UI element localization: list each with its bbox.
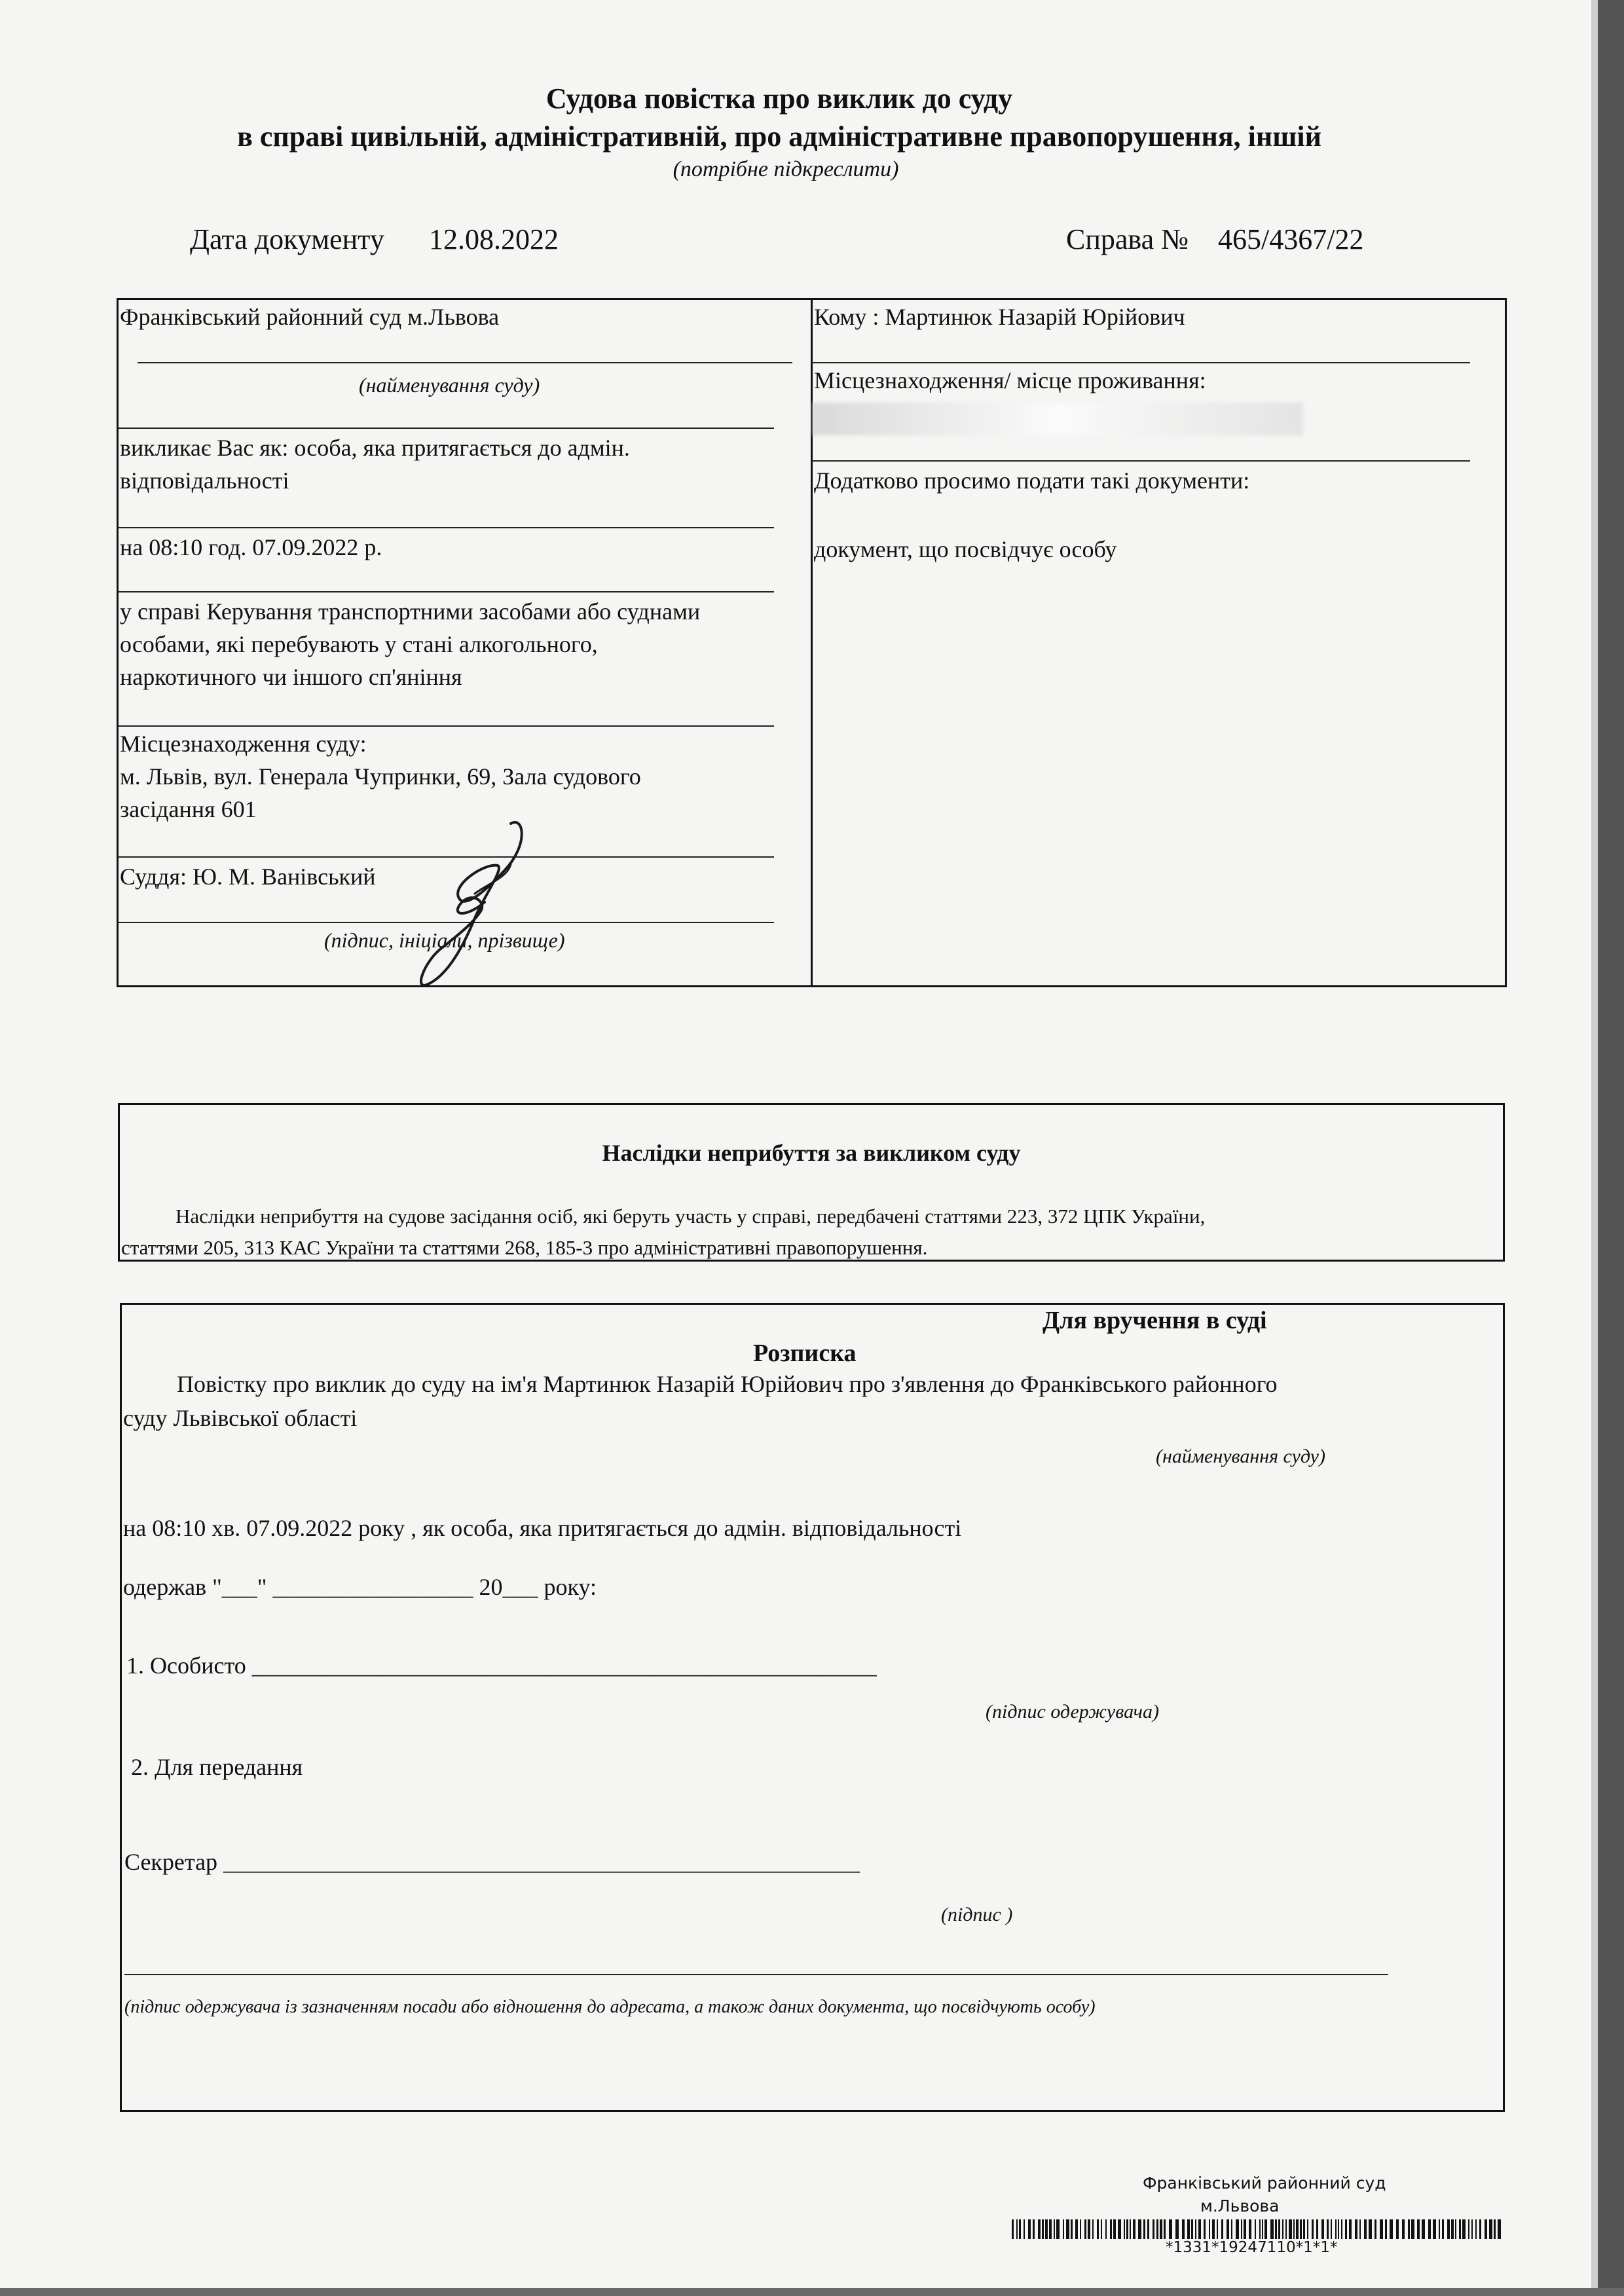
- documents-value: документ, що посвідчує особу: [814, 536, 1117, 562]
- doc-date: 12.08.2022: [429, 223, 559, 255]
- receipt-time: на 08:10 хв. 07.09.2022 року , як особа, яка притягається до адмін. відповідальності: [123, 1515, 962, 1541]
- case-number: 465/4367/22: [1218, 223, 1364, 255]
- receipt-text: Повістку про виклик до суду на ім'я Мартинюк Назарій Юрійович про з'явлення до Франківського районного: [177, 1371, 1278, 1397]
- receipt-court-caption: (найменування суду): [1156, 1446, 1325, 1467]
- consequences-text: Наслідки неприбуття на судове засідання осіб, які беруть участь у справі, передбачені статтями 223, 372 ЦПК України,: [175, 1205, 1206, 1228]
- receipt-title: Розписка: [753, 1339, 857, 1367]
- personally: 1. Особисто _____________________________________________________: [126, 1652, 877, 1679]
- secretary-signature-caption: (підпис ): [941, 1904, 1013, 1925]
- scan-bottom-edge: [0, 2288, 1624, 2296]
- footer-court: Франківський районний суд: [1143, 2174, 1386, 2193]
- judge-caption: (підпис, ініціали, прізвище): [324, 928, 565, 952]
- barcode: [1012, 2219, 1509, 2240]
- case-subject-2: особами, які перебувають у стані алкогольного,: [120, 631, 598, 657]
- summon-as: викликає Вас як: особа, яка притягається до адмін.: [120, 435, 630, 461]
- court-name: Франківський районний суд м.Львова: [120, 304, 500, 330]
- recipient: Кому : Мартинюк Назарій Юрійович: [814, 304, 1185, 330]
- summons-divider: [811, 298, 813, 987]
- judge-signature: [413, 818, 537, 995]
- case-label: Справа №: [1066, 223, 1189, 255]
- document-title: Судова повістка про виклик до суду: [545, 82, 1013, 115]
- court-location-2: засідання 601: [120, 796, 257, 822]
- court-caption: (найменування суду): [359, 373, 540, 397]
- scan-edge: [1598, 0, 1624, 2296]
- judge: Суддя: Ю. М. Ванівський: [120, 864, 376, 890]
- redacted-address: [812, 403, 1303, 435]
- documents-label: Додатково просимо подати такі документи:: [814, 467, 1250, 494]
- case-subject-3: наркотичного чи іншого сп'яніння: [120, 664, 462, 690]
- doc-date-label: Дата документу: [190, 223, 384, 255]
- footer-court-city: м.Львова: [1200, 2196, 1280, 2215]
- hearing-time: на 08:10 год. 07.09.2022 р.: [120, 534, 382, 560]
- case-subject: у справі Керування транспортними засобами або суднами: [120, 598, 701, 625]
- barcode-text: *1331*19247110*1*1*: [1166, 2239, 1338, 2256]
- document-subtitle: в справі цивільній, адміністративній, про адміністративне правопорушення, іншій: [237, 120, 1321, 153]
- summon-as-cont: відповідальності: [120, 467, 289, 494]
- receipt-text-2: суду Львівської області: [123, 1405, 358, 1431]
- secretary: Секретар ______________________________________________________: [124, 1849, 860, 1875]
- scan-edge-inner: [1591, 0, 1598, 2296]
- residence-label: Місцезнаходження/ місце проживання:: [814, 367, 1206, 393]
- for-transfer: 2. Для передання: [131, 1754, 303, 1780]
- underline-note: (потрібне підкреслити): [673, 157, 899, 181]
- court-location-label: Місцезнаходження суду:: [120, 731, 367, 757]
- recipient-signature-caption: (підпис одержувача): [986, 1701, 1159, 1722]
- consequences-title: Наслідки неприбуття за викликом суду: [602, 1140, 1021, 1166]
- bottom-caption: (підпис одержувача із зазначенням посади або відношення до адресата, а також даних документа, що посвідчують особу): [124, 1997, 1096, 2017]
- for-court-delivery: Для вручення в суді: [1043, 1307, 1267, 1334]
- court-location: м. Львів, вул. Генерала Чупринки, 69, Зала судового: [120, 763, 641, 790]
- received-date: одержав "___" _________________ 20___ року:: [123, 1574, 597, 1600]
- consequences-text-2: статтями 205, 313 КАС України та статтями 268, 185-3 про адміністративні правопорушення.: [121, 1236, 928, 1259]
